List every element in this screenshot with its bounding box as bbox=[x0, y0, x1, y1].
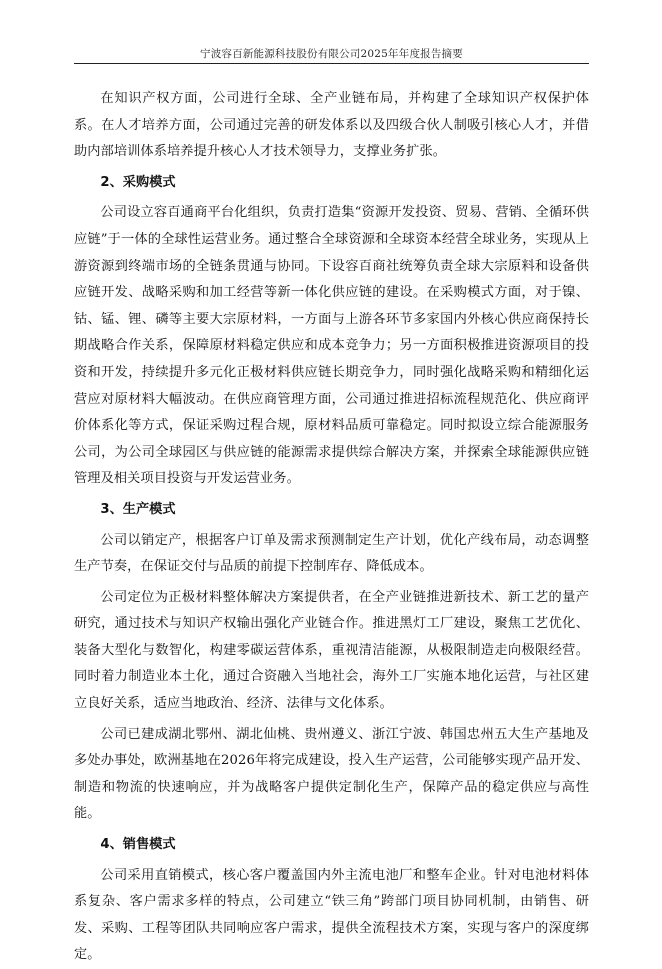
header-divider bbox=[74, 63, 589, 64]
paragraph-production-1: 公司以销定产，根据客户订单及需求预测制定生产计划，优化产线布局，动态调整生产节奏，在保证交付与品质的前提下控制库存、降低成本。 bbox=[74, 532, 589, 575]
document-body bbox=[74, 86, 589, 969]
heading-sales: 4、销售模式 bbox=[100, 837, 176, 853]
paragraph-production-2: 公司定位为正极材料整体解决方案提供者，在全产业链推进新技术、新工艺的量产研究，通过技术与知识产权输出强化产业链合作。推进黑灯工厂建设，聚焦工艺优化、装备大型化与数智化，构建零碳运营体系，重视清洁能源，从极限制造走向极限经营。同时着力制造业本土化，通过合资融入当地社会，海外工厂实施本地化运营，与社区建立良好关系，适应当地政治、经济、法律与文化体系。 bbox=[74, 589, 589, 712]
paragraph-procurement: 公司设立容百通商平台化组织，负责打造集“资源开发投资、贸易、营销、全循环供应链”于一体的全球性运营业务。通过整合全球资源和全球资本经营全球业务，实现从上游资源到终端市场的全链条贯通与协同。下设容百商社统筹负责全球大宗原料和设备供应链开发、战略采购和加工经营等新一体化供应链的建设。在采购模式方面，对于镍、钴、锰、锂、磷等主要大宗原材料，一方面与上游各环节多家国内外核心供应商保持长期战略合作关系，保障原材料稳定供应和成本竞争力；另一方面积极推进资源项目的投资和开发，持续提升多元化正极材料供应链长期竞争力，同时强化战略采购和精细化运营应对原材料大幅波动。在供应商管理方面，公司通过推进招标流程规范化、供应商评价体系化等方式，保证采购过程合规，原材料品质可靠稳定。同时拟设立综合能源服务公司，为公司全球园区与供应链的能源需求提供综合解决方案，并探索全球能源供应链管理及相关项目投资与开发运营业务。 bbox=[74, 205, 589, 487]
paragraph-ip-talent: 在知识产权方面，公司进行全球、全产业链布局，并构建了全球知识产权保护体系。在人才培养方面，公司通过完善的研发体系以及四级合伙人制吸引核心人才，并借助内部培训体系培养提升核心人才技术领导力，支撑业务扩张。 bbox=[74, 91, 589, 160]
heading-procurement: 2、采购模式 bbox=[100, 174, 176, 190]
paragraph-production-3: 公司已建成湖北鄂州、湖北仙桃、贵州遵义、浙江宁波、韩国忠州五大生产基地及多处办事处，欧洲基地在2026年将完成建设，投入生产运营，公司能够实现产品开发、制造和物流的快速响应，并为战略客户提供定制化生产，保障产品的稳定供应与高性能。 bbox=[74, 726, 589, 822]
heading-production: 3、生产模式 bbox=[100, 501, 176, 517]
paragraph-sales: 公司采用直销模式，核心客户覆盖国内外主流电池厂和整车企业。针对电池材料体系复杂、客户需求多样的特点，公司建立“铁三角”跨部门项目协同机制，由销售、研发、采购、工程等团队共同响应客户需求，提供全流程技术方案，实现与客户的深度绑定。 bbox=[74, 867, 589, 963]
page-header: 宁波容百新能源科技股份有限公司2025年年度报告摘要 bbox=[200, 48, 463, 60]
